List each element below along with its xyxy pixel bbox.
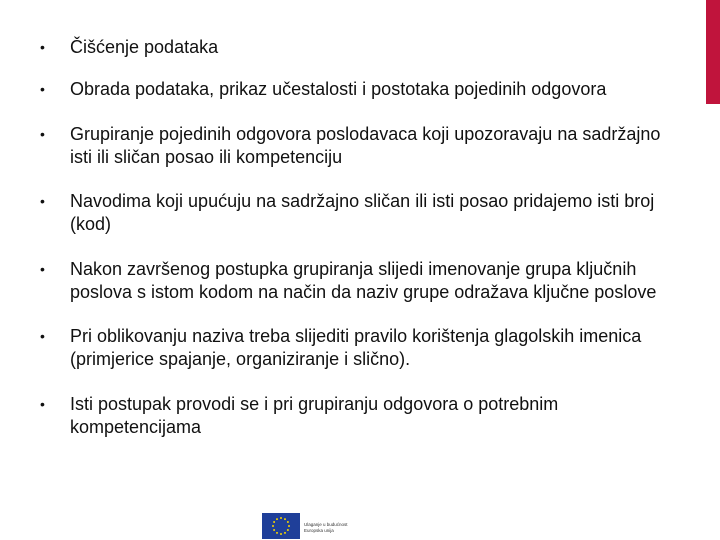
bullet-dot-icon: • (40, 328, 45, 344)
bullet-text: Obrada podataka, prikaz učestalosti i postotaka pojedinih odgovora (70, 79, 607, 99)
bullet-item (40, 190, 680, 236)
eu-flag-icon (262, 513, 300, 539)
bullet-dot-icon: • (40, 395, 45, 412)
footer-logo (262, 513, 348, 539)
bullet-item (40, 36, 680, 59)
bullet-dot-icon: • (40, 125, 45, 142)
bullet-text: Grupiranje pojedinih odgovora poslodavaca koji upozoravaju na sadržajno isti ili sličan posao ili kompetenciju (70, 123, 661, 167)
bullet-item (40, 78, 680, 101)
bullet-text: Čišćenje podataka (70, 37, 219, 57)
bullet-dot-icon: • (40, 193, 45, 209)
bullet-item (40, 258, 680, 304)
bullet-text: Isti postupak provodi se i pri grupiranju odgovora o potrebnim kompetencijama (70, 393, 559, 437)
bullet-item (40, 123, 680, 169)
bullet-text: Nakon završenog postupka grupiranja slijedi imenovanje grupa ključnih poslova s istom kodom na način da naziv grupe odražava ključne poslove (70, 258, 657, 302)
bullet-item (40, 393, 680, 439)
logo-text (304, 513, 348, 534)
bullet-list (40, 36, 680, 460)
bullet-dot-icon: • (40, 260, 45, 277)
accent-bar (706, 0, 720, 104)
bullet-text: Navodima koji upućuju na sadržajno sličan ili isti posao pridajemo isti broj (kod) (70, 191, 655, 234)
bullet-dot-icon: • (40, 39, 45, 55)
bullet-text: Pri oblikovanju naziva treba slijediti pravilo korištenja glagolskih imenica (primjerice spajanje, organiziranje i slično). (70, 326, 642, 369)
logo-line-2: Europska unija (304, 528, 334, 533)
bullet-dot-icon: • (40, 81, 45, 97)
bullet-item (40, 325, 680, 371)
logo-line-1: Ulaganje u budućnost (304, 522, 348, 527)
